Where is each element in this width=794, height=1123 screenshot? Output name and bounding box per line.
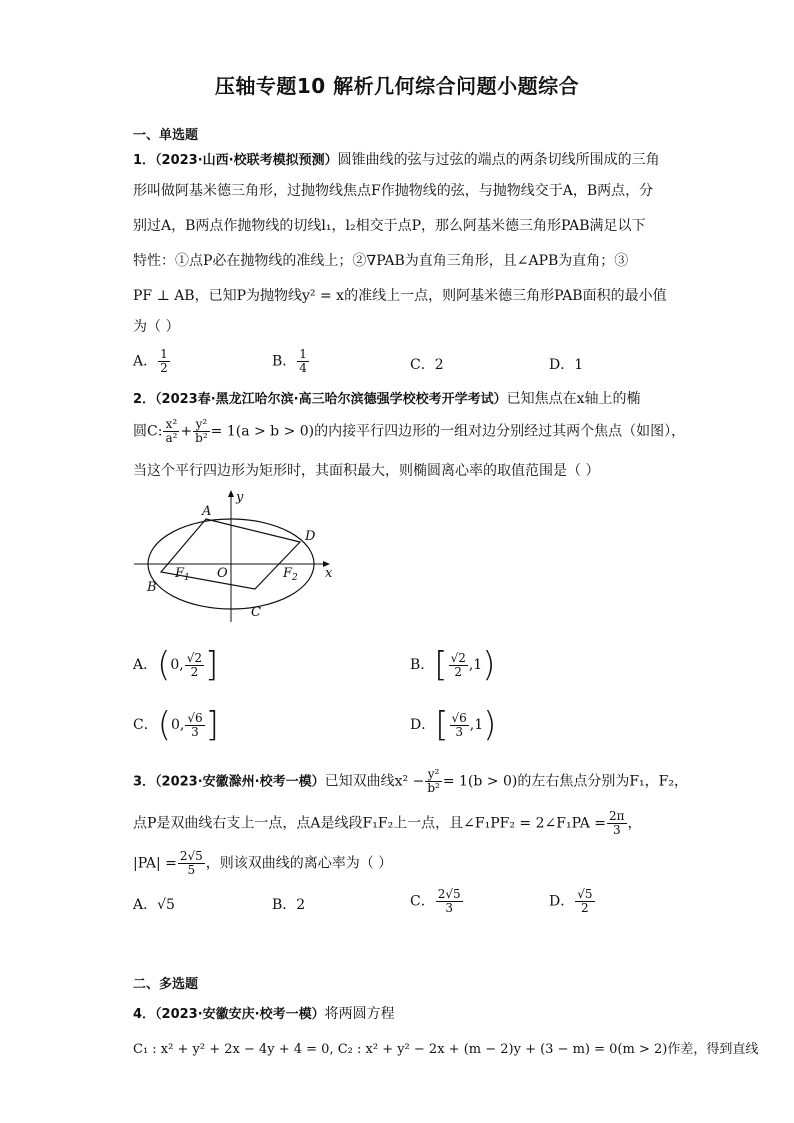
question-1-option-c[interactable]: C．2 (410, 357, 444, 373)
label-d: D (305, 529, 316, 544)
question-4-source: 4．（2023·安徽安庆·校考一模） (133, 1007, 325, 1022)
question-3-line-3: |PA| = $\frac{2√5}{5}$ ，则该双曲线的离心率为（ ） (133, 849, 393, 877)
y-axis-arrow (228, 490, 234, 497)
question-4-line-1: 4．（2023·安徽安庆·校考一模）将两圆方程 (133, 1006, 395, 1022)
section-heading-single-choice: 一、单选题 (133, 128, 199, 143)
fraction: $\frac{1}{4}$ (299, 347, 307, 375)
section-heading-multi-choice: 二、多选题 (133, 977, 199, 992)
question-3-option-c[interactable]: C． $\frac{2√5}{3}$ (410, 887, 461, 915)
question-2-line-3: 当这个平行四边形为矩形时，其面积最大，则椭圆离心率的取值范围是（ ） (133, 463, 600, 479)
question-1-option-b[interactable]: B． $\frac{1}{4}$ (272, 347, 307, 375)
question-2-line-1: 2．（2023春·黑龙江哈尔滨·高三哈尔滨德强学校校考开学考试）已知焦点在x轴上的椭 (133, 391, 641, 407)
label-f2: $F_2$ (283, 566, 298, 583)
question-2-option-a[interactable]: A．(0, $\frac{√2}{2}$ ] (133, 645, 219, 685)
question-2-option-c[interactable]: C．(0, $\frac{√6}{3}$ ] (133, 705, 219, 745)
question-1-option-a[interactable]: A． $\frac{1}{2}$ (133, 347, 168, 375)
question-3-option-b[interactable]: B．2 (272, 897, 306, 913)
label-f1: $F_1$ (175, 566, 190, 583)
question-2-option-d[interactable]: D．[ $\frac{√6}{3}$ ,1) (410, 705, 497, 745)
question-4-line-2: C₁ : x² + y² + 2x − 4y + 4 = 0, C₂ : x² + y² − 2x + (m − 2)y + (3 − m) = 0(m > 2)作差，得到直线 (133, 1042, 759, 1057)
label-c: C (251, 605, 261, 620)
question-1-line-6: 为（ ） (133, 319, 180, 335)
question-1-line-4: 特性：①点P必在抛物线的准线上；②∇PAB为直角三角形，且∠APB为直角；③ (133, 253, 629, 269)
question-2-line-2: 圆C: $\frac{\text{x²}}{\text{a²}}$ + $\frac{\text{y²}}{\text{b²}}$ = 1(a > b > 0)的内接平行四边形的一组对边分别经过其两个焦点（如图）， (133, 417, 686, 445)
question-1-source: 1．（2023·山西·校联考模拟预测） (133, 153, 338, 168)
question-2-source: 2．（2023春·黑龙江哈尔滨·高三哈尔滨德强学校校考开学考试） (133, 392, 507, 407)
label-x: x (325, 566, 333, 581)
question-1-line-2: 形叫做阿基米德三角形，过抛物线焦点F作抛物线的弦，与抛物线交于A，B两点，分 (133, 183, 654, 199)
question-2-option-b[interactable]: B．[ $\frac{√2}{2}$ ,1) (410, 645, 496, 685)
fraction: $\frac{1}{2}$ (160, 347, 168, 375)
question-3-option-a[interactable]: A．√5 (133, 897, 175, 913)
label-a: A (202, 504, 212, 519)
label-b: B (147, 580, 157, 595)
question-1-line-5: PF ⊥ AB，已知P为抛物线y² = x的准线上一点，则阿基米德三角形PAB面积的最小值 (133, 288, 667, 304)
question-1-option-d[interactable]: D．1 (549, 357, 584, 373)
question-3-option-d[interactable]: D． $\frac{√5}{2}$ (549, 887, 593, 915)
label-o: O (217, 566, 228, 581)
question-1-line-3: 别过A，B两点作抛物线的切线l₁，l₂相交于点P，那么阿基米德三角形PAB满足以下 (133, 218, 646, 234)
question-1-line-1 (133, 150, 660, 171)
label-y: y (236, 490, 244, 505)
question-3-source: 3．（2023·安徽滁州·校考一模） (133, 774, 325, 790)
question-3-line-2: 点P是双曲线右支上一点，点A是线段F₁F₂上一点，且∠F₁PF₂ = 2∠F₁PA = $\frac{2\pi}{3}$ ， (133, 809, 642, 837)
question-1-text: 圆锥曲线的弦与过弦的端点的两条切线所围成的三角 (337, 152, 660, 168)
page-title: 压轴专题10 解析几何综合问题小题综合 (214, 74, 580, 98)
ellipse-figure (130, 485, 340, 625)
question-3-line-1: 3．（2023·安徽滁州·校考一模）已知双曲线x² − $\frac{\text{y²}}{\text{b²}}$ = 1(b > 0)的左右焦点分别为F₁，F₂， (133, 767, 688, 795)
